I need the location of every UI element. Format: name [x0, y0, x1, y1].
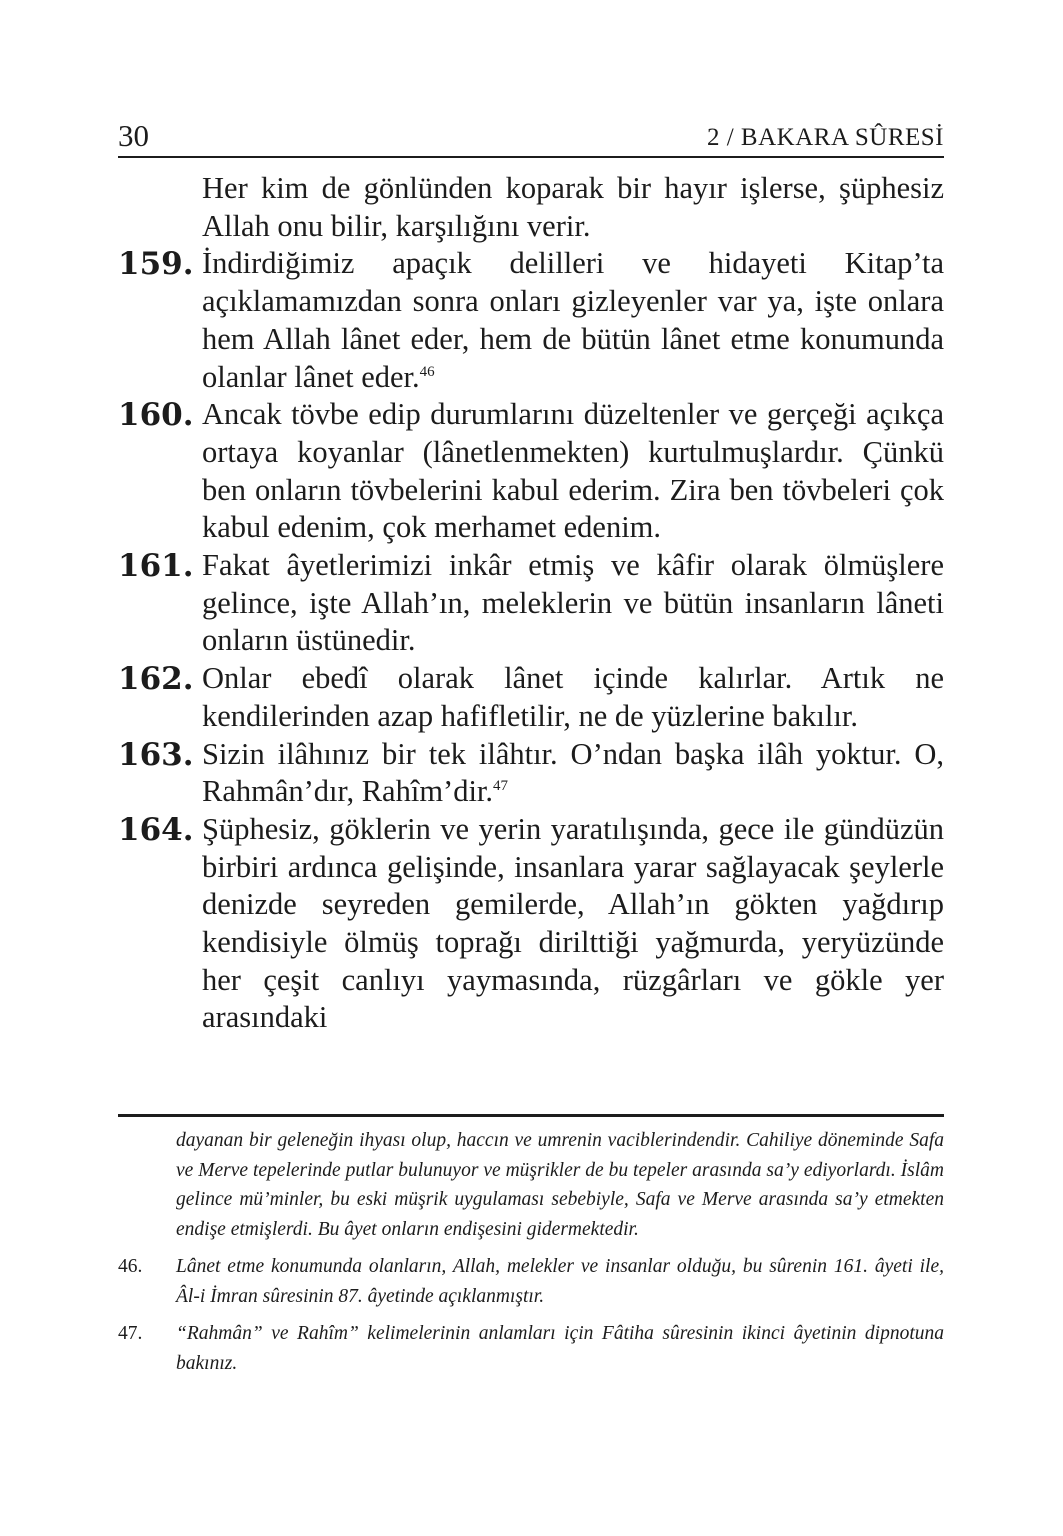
verse-number: 161.	[118, 548, 194, 585]
footnote-text: Lânet etme konumunda olanların, Allah, melekler ve insanlar olduğu, bu sûrenin 161. âyeti ile, Âl-i İmran sûresinin 87. âyetinde açıklanmıştır.	[176, 1256, 944, 1307]
footnote-ref: 46	[419, 363, 435, 380]
page-number: 30	[118, 118, 149, 153]
footnote-ref: 47	[493, 778, 509, 795]
verse-number: 163.	[118, 736, 194, 773]
verse-159	[118, 245, 944, 396]
footnote-text: “Rahmân” ve Rahîm” kelimelerinin anlamları için Fâtiha sûresinin ikinci âyetinin dipnotuna bakınız.	[176, 1323, 944, 1374]
verse-continuation	[118, 170, 944, 245]
verse-text: Her kim de gönlünden koparak bir hayır işlerse, şüphesiz Allah onu bilir, karşılığını verir.	[202, 171, 944, 243]
verse-163	[118, 736, 944, 811]
footnote-continuation: dayanan bir geleneğin ihyası olup, haccın ve umrenin vaciblerindendir. Cahiliye döneminde Safa ve Merve tepelerinde putlar bulunuyor ve müşrikler de bu tepeler arasında sa’y ediyorlardı. İslâm gelince mü’minler, bu eski müşrik uygulaması sebebiyle, Safa ve Merve arasında sa’y etmekten endişe etmişlerdi. Bu âyet onların endişesini gidermektedir.	[176, 1130, 944, 1240]
footnote-divider	[118, 1114, 944, 1117]
verse-text: Fakat âyetlerimizi inkâr etmiş ve kâfir olarak ölmüşlere gelince, işte Allah’ın, meleklerin ve bütün insanların lâneti onların üstünedir.	[202, 548, 944, 658]
verse-161	[118, 547, 944, 660]
verse-162	[118, 660, 944, 735]
footnote-number: 47.	[118, 1323, 143, 1344]
verse-text: Şüphesiz, göklerin ve yerin yaratılışında, gece ile gündüzün birbiri ardınca gelişinde, insanlara yarar sağlayacak şeylerle denizde seyreden gemilerde, Allah’ın gökten yağdırıp kendisiyle ölmüş toprağı dirilttiği yağmurda, yeryüzünde her çeşit canlıyı yaymasında, rüzgârları ve gökle yer arasındaki	[202, 811, 944, 1035]
page-header	[118, 116, 944, 158]
verse-text: Ancak tövbe edip durumlarını düzeltenler ve gerçeği açıkça ortaya koyanlar (lânetlenmekten) kurtulmuşlardır. Çünkü ben onların tövbelerini kabul ederim. Zira ben tövbeleri çok kabul edenim, çok merhamet edenim.	[202, 397, 944, 545]
verse-160	[118, 396, 944, 547]
footnotes	[118, 1126, 944, 1386]
verse-text: Sizin ilâhınız bir tek ilâhtır. O’ndan başka ilâh yoktur. O, Rahmân’dır, Rahîm’dir.	[202, 736, 944, 809]
verse-text: Onlar ebedî olarak lânet içinde kalırlar. Artık ne kendilerinden azap hafifletilir, ne de yüzlerine bakılır.	[202, 661, 944, 733]
verse-text: İndirdiğimiz apaçık delilleri ve hidayeti Kitap’ta açıklamamızdan sonra onları gizleyenler var ya, işte onlara hem Allah lânet eder, hem de bütün lânet etme konumunda olanlar lânet eder.	[202, 246, 944, 394]
verse-number: 159.	[118, 246, 194, 283]
footnote-number: 46.	[118, 1256, 143, 1277]
main-text	[118, 170, 944, 1037]
footnote-46	[118, 1252, 944, 1311]
verse-number: 160.	[118, 397, 194, 434]
running-head: 2 / BAKARA SÛRESİ	[706, 124, 944, 151]
footnote-47	[118, 1319, 944, 1378]
verse-number: 162.	[118, 661, 194, 698]
verse-number: 164.	[118, 811, 194, 848]
verse-164	[118, 811, 944, 1037]
